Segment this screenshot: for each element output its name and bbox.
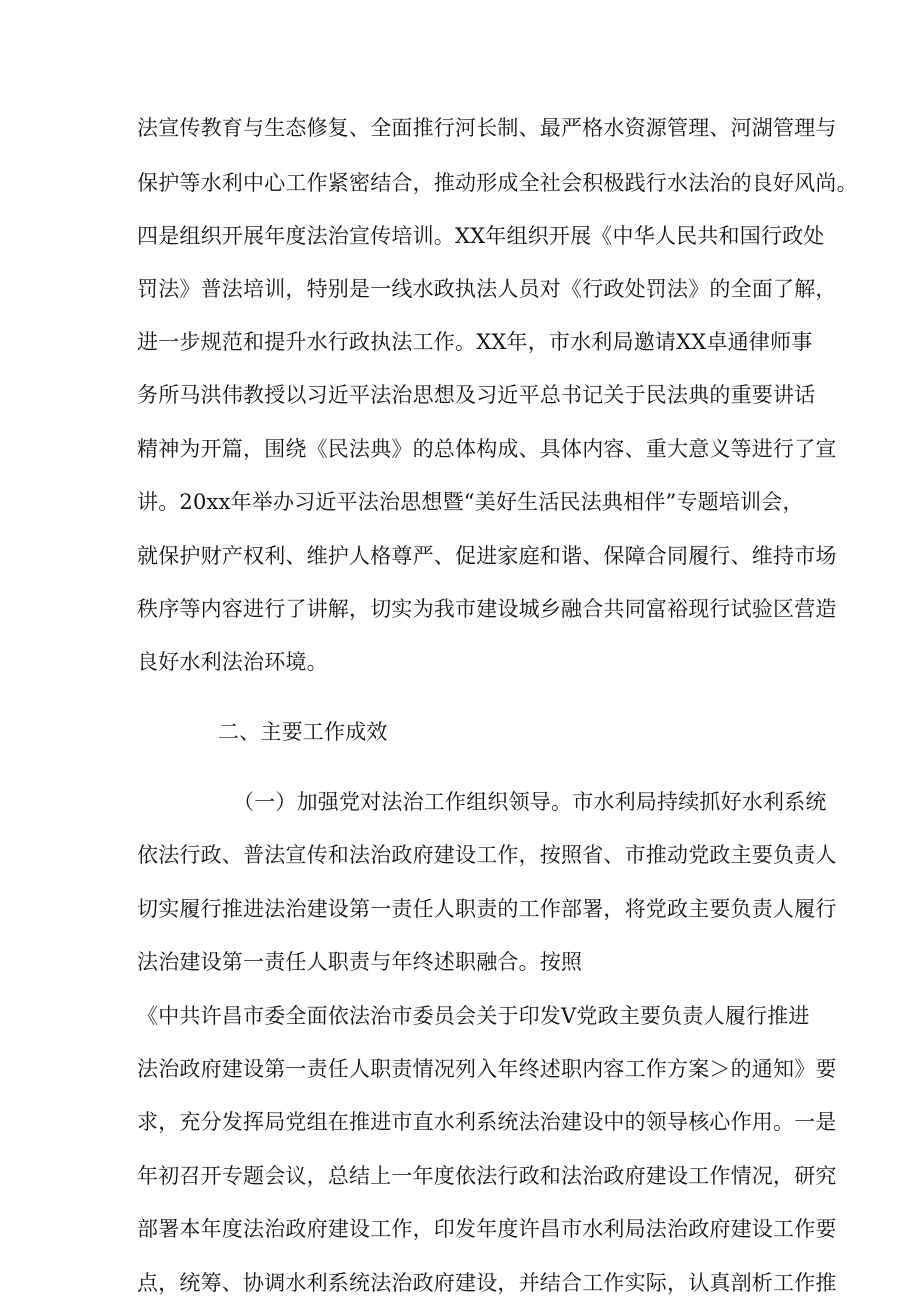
body-text-line: 依法行政、普法宣传和法治政府建设工作，按照省、市推动党政主要负责人 (137, 843, 837, 867)
body-text-line: 求，充分发挥局党组在推进市直水利系统法治建设中的领导核心作用。一是 (137, 1110, 837, 1134)
body-text-line: 罚法》普法培训，特别是一线水政执法人员对《行政处罚法》的全面了解， (137, 277, 837, 301)
body-text-line: 部署本年度法治政府建设工作，印发年度许昌市水利局法治政府建设工作要 (137, 1217, 837, 1241)
body-text-line: （一）加强党对法治工作组织领导。市水利局持续抓好水利系统 (233, 790, 827, 814)
body-text-line: 《中共许昌市委全面依法治市委员会关于印发V党政主要负责人履行推进 (137, 1004, 810, 1028)
body-text-line: 就保护财产权利、维护人格尊严、促进家庭和谐、保障合同履行、维持市场 (137, 544, 837, 568)
body-text-line: 进一步规范和提升水行政执法工作。XX年，市水利局邀请XX卓通律师事 (137, 330, 813, 354)
body-text-line: 良好水利法治环境。 (137, 650, 328, 674)
body-text-line: 法宣传教育与生态修复、全面推行河长制、最严格水资源管理、河湖管理与 (137, 116, 837, 140)
body-text-line: 务所马洪伟教授以习近平法治思想及习近平总书记关于民法典的重要讲话 (137, 383, 816, 407)
body-text-line: 年初召开专题会议，总结上一年度依法行政和法治政府建设工作情况，研究 (137, 1164, 837, 1188)
body-text-line: 保护等水利中心工作紧密结合，推动形成全社会积极践行水法治的良好风尚。 (137, 171, 858, 195)
body-text-line: 讲。20xx年举办习近平法治思想暨“美好生活民法典相伴”专题培训会， (137, 490, 804, 514)
body-text-line: 切实履行推进法治建设第一责任人职责的工作部署，将党政主要负责人履行 (137, 897, 837, 921)
body-text-line: 四是组织开展年度法治宣传培训。XX年组织开展《中华人民共和国行政处 (137, 224, 825, 248)
body-text-line: 法治建设第一责任人职责与年终述职融合。按照 (137, 950, 583, 974)
body-text-line: 秩序等内容进行了讲解，切实为我市建设城乡融合共同富裕现行试验区营造 (137, 597, 837, 621)
section-heading: 二、主要工作成效 (218, 720, 388, 744)
body-text-line: 精神为开篇，围绕《民法典》的总体构成、具体内容、重大意义等进行了宣 (137, 437, 837, 461)
body-text-line: 点，统筹、协调水利系统法治政府建设，并结合工作实际，认真剖析工作推 (137, 1271, 837, 1295)
body-text-line: 法治政府建设第一责任人职责情况列入年终述职内容工作方案＞的通知》要 (137, 1057, 837, 1081)
